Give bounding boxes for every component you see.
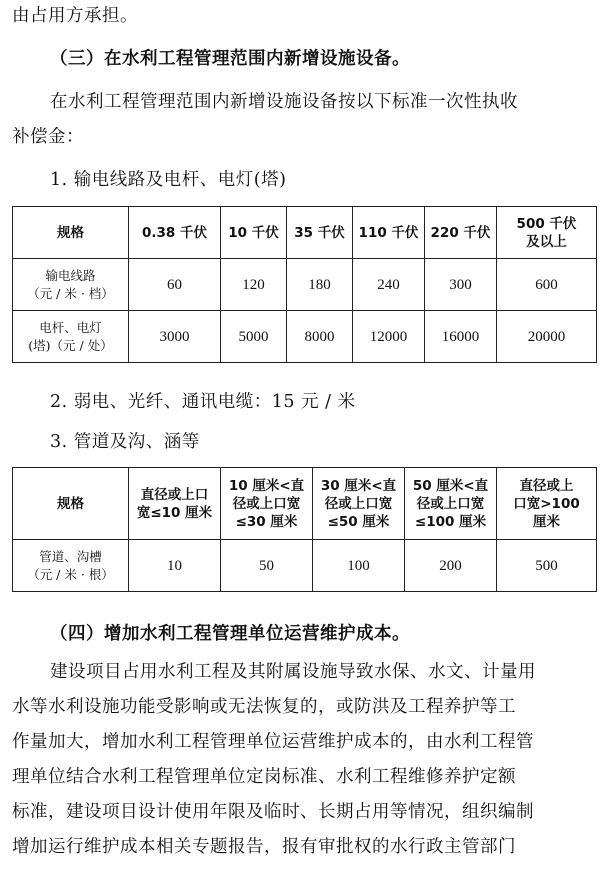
paragraph-line: 补偿金： [12,127,84,147]
table-header-row [13,468,597,540]
table-header: 30 厘米<直 径或上口宽 ≤50 厘米 [313,468,405,540]
table-cell: 60 [129,259,221,311]
paragraph-line: 水等水利设施功能受影响或无法恢复的，或防洪及工程养护等工 [12,697,516,717]
table-row [13,540,597,592]
table-header: 110 千伏 [353,207,425,259]
table-row [13,259,597,311]
table-header: 0.38 千伏 [129,207,221,259]
paragraph-line: 增加运行维护成本相关专题报告，报有审批权的水行政主管部门 [12,837,516,857]
table-header: 10 千伏 [221,207,287,259]
row-label: 电杆、电灯 (塔)（元 / 处） [13,311,129,363]
table-cell: 200 [405,540,497,592]
list-item-3: 3. 管道及沟、涵等 [50,432,200,452]
table-power-lines [12,206,597,363]
paragraph-line: 建设项目占用水利工程及其附属设施导致水保、水文、计量用 [50,662,536,682]
table-cell: 500 [497,540,597,592]
table-cell: 120 [221,259,287,311]
list-item-2: 2. 弱电、光纤、通讯电缆：15 元 / 米 [50,392,356,412]
table-cell: 12000 [353,311,425,363]
table-pipes [12,467,597,592]
table-cell: 180 [287,259,353,311]
table-cell: 50 [221,540,313,592]
table-header-row [13,207,597,259]
table-header: 规格 [13,207,129,259]
row-label: 输电线路 （元 / 米 · 档） [13,259,129,311]
table-cell: 240 [353,259,425,311]
table-cell: 3000 [129,311,221,363]
table-cell: 16000 [425,311,497,363]
table-cell: 5000 [221,311,287,363]
table-header: 规格 [13,468,129,540]
section-heading-3: （三）在水利工程管理范围内新增设施设备。 [50,49,410,69]
section-heading-4: （四）增加水利工程管理单位运营维护成本。 [50,624,410,644]
table-cell: 10 [129,540,221,592]
paragraph-line: 在水利工程管理范围内新增设施设备按以下标准一次性执收 [50,92,518,112]
list-item-1: 1. 输电线路及电杆、电灯(塔) [50,170,287,190]
table-header: 35 千伏 [287,207,353,259]
table-row [13,311,597,363]
table-header: 220 千伏 [425,207,497,259]
table-cell: 600 [497,259,597,311]
table-header: 直径或上口 宽≤10 厘米 [129,468,221,540]
table-cell: 20000 [497,311,597,363]
table-header: 直径或上 口宽>100 厘米 [497,468,597,540]
table-header: 10 厘米<直 径或上口宽 ≤30 厘米 [221,468,313,540]
table-header: 500 千伏 及以上 [497,207,597,259]
table-cell: 8000 [287,311,353,363]
row-label: 管道、沟槽 （元 / 米 · 根） [13,540,129,592]
paragraph-line: 作量加大，增加水利工程管理单位运营维护成本的，由水利工程管 [12,732,534,752]
table-cell: 300 [425,259,497,311]
table-cell: 100 [313,540,405,592]
paragraph-continuation: 由占用方承担。 [12,6,138,26]
paragraph-line: 标准，建设项目设计使用年限及临时、长期占用等情况，组织编制 [12,802,534,822]
table-header: 50 厘米<直 径或上口宽 ≤100 厘米 [405,468,497,540]
paragraph-line: 理单位结合水利工程管理单位定岗标准、水利工程维修养护定额 [12,767,516,787]
